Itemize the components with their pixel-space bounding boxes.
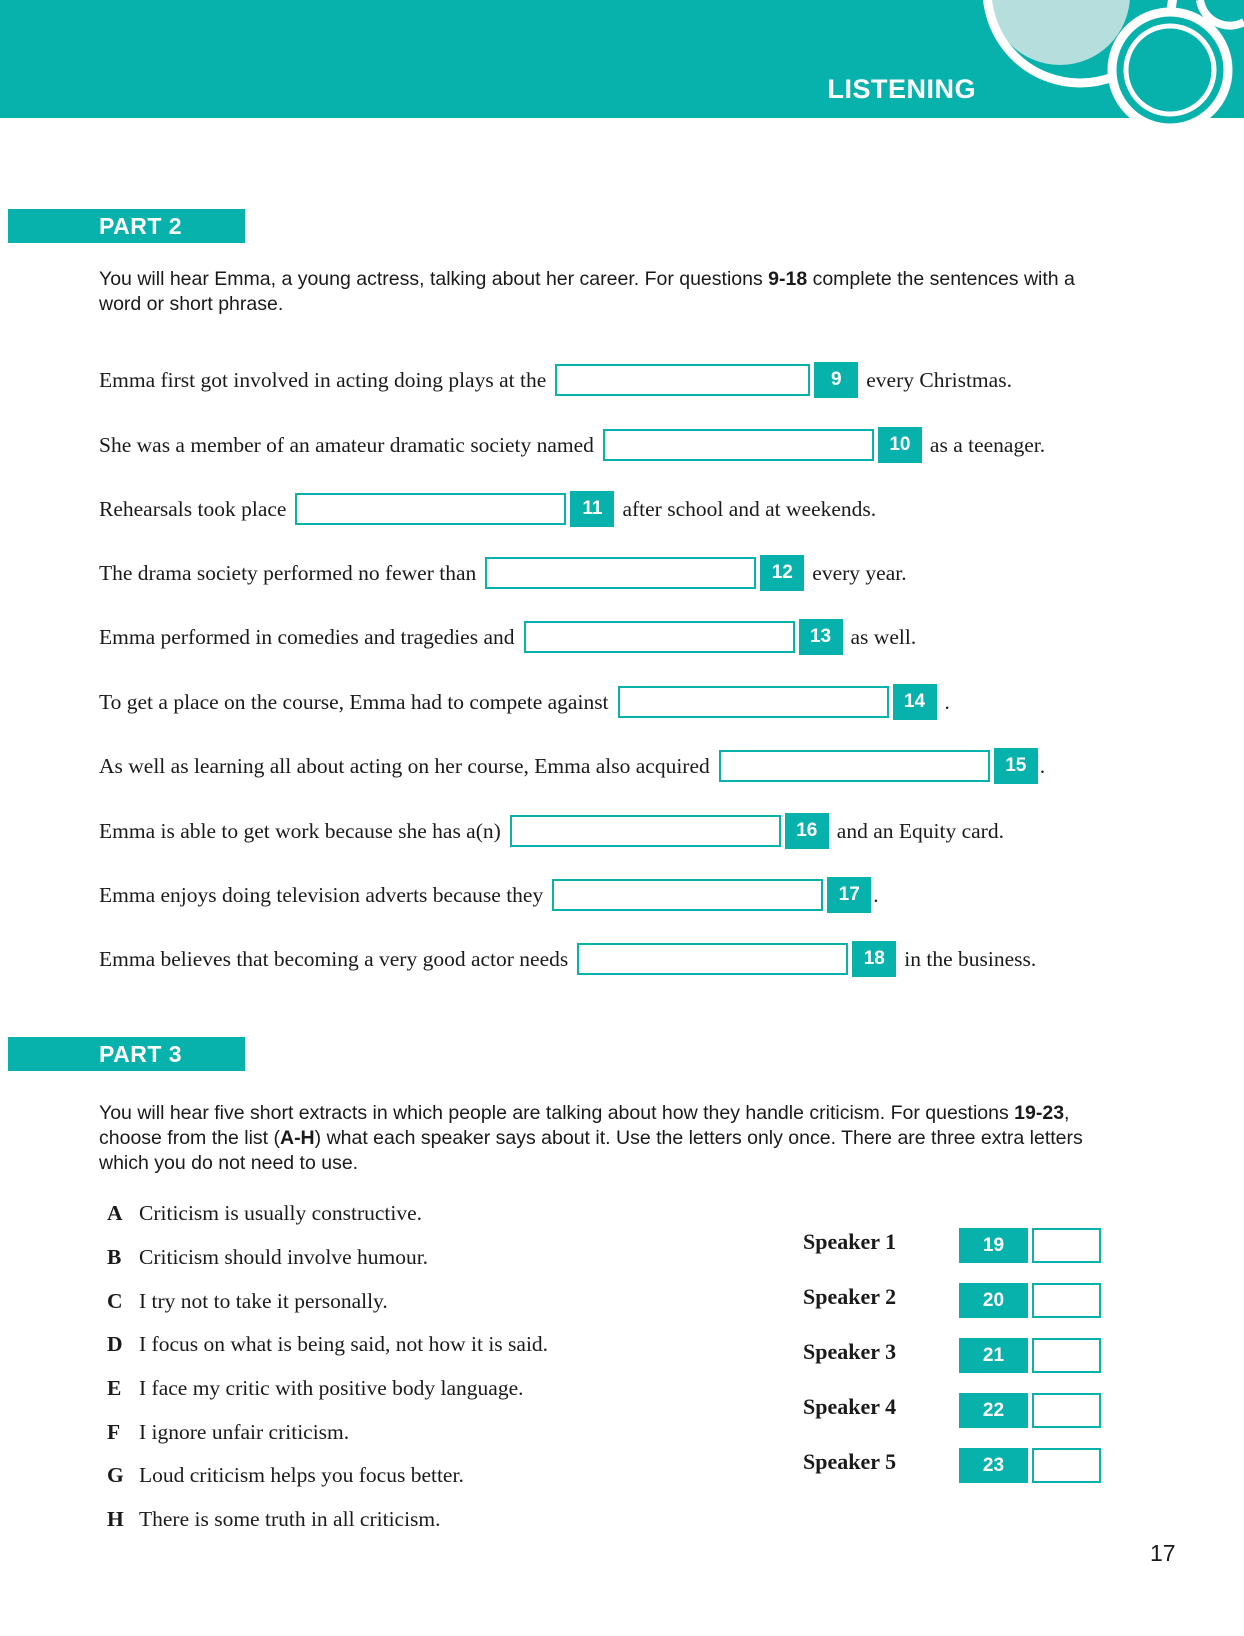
question-text-after: every Christmas. [866,367,1012,392]
question-row-12 [99,555,907,591]
question-text-after: as well. [850,624,917,649]
speaker-1-number: 19 [959,1228,1028,1263]
question-number-16: 16 [785,813,829,849]
answer-box-17[interactable] [552,879,823,911]
question-number-17: 17 [827,877,871,913]
question-number-18: 18 [852,941,896,977]
option-a [107,1201,422,1226]
question-text-after: . [944,689,950,714]
option-b [107,1245,428,1270]
option-c [107,1289,388,1314]
option-letter: G [107,1463,124,1487]
option-d [107,1332,548,1357]
option-text: I try not to take it personally. [139,1289,388,1313]
part-3-instructions [99,1101,1099,1176]
question-number-13: 13 [799,619,843,655]
question-text-after: in the business. [904,946,1037,971]
option-text: I face my critic with positive body language. [139,1376,524,1400]
option-letter: A [107,1201,123,1225]
question-row-11 [99,491,876,527]
option-letter: H [107,1507,124,1531]
option-text: Loud criticism helps you focus better. [139,1463,464,1487]
instr-text: complete the sentences with a word or short phrase. [99,268,1075,315]
instr-text: You will hear five short extracts in which people are talking about how they handle criticism. For questions [99,1102,1015,1124]
question-row-9 [99,362,1012,398]
option-e [107,1376,524,1401]
question-text-after: as a teenager. [929,432,1046,457]
question-text-after: every year. [812,560,907,585]
question-number-14: 14 [893,684,937,720]
page-number: 17 [1150,1540,1176,1566]
option-letter: D [107,1332,123,1356]
speaker-2-label: Speaker 2 [803,1284,897,1309]
part-2-label: PART 2 [8,209,245,243]
question-text-after: after school and at weekends. [622,496,877,521]
question-row-15 [99,748,1045,784]
option-letter: F [107,1420,121,1444]
question-row-16 [99,813,1004,849]
answer-box-12[interactable] [485,557,756,589]
question-text-before: Rehearsals took place [99,496,287,521]
speaker-3-number: 21 [959,1338,1028,1373]
question-text-before: Emma is able to get work because she has a(n) [99,818,501,843]
answer-box-18[interactable] [577,943,848,975]
instr-text: ) what each speaker says about it. Use the letters only once. There are three extra letters which you do not need to use. [99,1127,1083,1174]
option-h [107,1507,441,1532]
speaker-4-answer-box[interactable] [1032,1393,1101,1428]
answer-box-14[interactable] [618,686,889,718]
speaker-3-answer-box[interactable] [1032,1338,1101,1373]
speaker-5-label: Speaker 5 [803,1449,897,1474]
option-f [107,1420,349,1445]
decorative-circles-icon [0,0,1244,140]
question-number-10: 10 [878,427,922,463]
speaker-2-number: 20 [959,1283,1028,1318]
answer-box-15[interactable] [719,750,990,782]
question-row-18 [99,941,1036,977]
question-row-17 [99,877,879,913]
part-3-label: PART 3 [8,1037,245,1071]
question-text-after: . [873,882,879,907]
answer-box-16[interactable] [510,815,781,847]
question-text-after: . [1039,753,1046,778]
question-text-after: and an Equity card. [836,818,1004,843]
speaker-4-number: 22 [959,1393,1028,1428]
question-row-10 [99,427,1045,463]
question-number-15: 15 [994,748,1038,784]
question-row-14 [99,684,950,720]
speaker-2-answer-box[interactable] [1032,1283,1101,1318]
speaker-5-number: 23 [959,1448,1028,1483]
option-letter: C [107,1289,123,1313]
speaker-1-label: Speaker 1 [803,1229,897,1254]
part-2-instructions [99,267,1099,317]
answer-box-13[interactable] [524,621,795,653]
speaker-1-answer-box[interactable] [1032,1228,1101,1263]
speaker-3-label: Speaker 3 [803,1339,897,1364]
instr-letter-range: A-H [279,1127,315,1149]
question-text-before: Emma first got involved in acting doing plays at the [99,367,547,392]
question-text-before: Emma performed in comedies and tragedies and [99,624,515,649]
instr-text: , choose from the list ( [99,1102,1070,1149]
question-number-12: 12 [760,555,804,591]
answer-box-10[interactable] [603,429,874,461]
option-letter: E [107,1376,122,1400]
question-number-11: 11 [570,491,614,527]
answer-box-9[interactable] [555,364,810,396]
answer-box-11[interactable] [295,493,566,525]
question-text-before: To get a place on the course, Emma had to compete against [99,689,609,714]
question-row-13 [99,619,916,655]
speaker-5-answer-box[interactable] [1032,1448,1101,1483]
option-letter: B [107,1245,122,1269]
instr-question-range: 19-23 [1014,1102,1065,1124]
option-g [107,1463,464,1488]
option-text: I focus on what is being said, not how it is said. [139,1332,549,1356]
question-text-before: She was a member of an amateur dramatic society named [99,432,594,457]
question-text-before: Emma believes that becoming a very good actor needs [99,946,569,971]
question-text-before: The drama society performed no fewer than [99,560,477,585]
instr-question-range: 9-18 [768,268,808,290]
option-text: Criticism is usually constructive. [139,1201,423,1225]
option-text: There is some truth in all criticism. [139,1507,441,1531]
option-text: I ignore unfair criticism. [139,1420,350,1444]
question-text-before: As well as learning all about acting on her course, Emma also acquired [99,753,710,778]
page-header-title: LISTENING [827,74,976,104]
question-number-9: 9 [814,362,858,398]
option-text: Criticism should involve humour. [139,1245,429,1269]
question-text-before: Emma enjoys doing television adverts because they [99,882,544,907]
instr-text: You will hear Emma, a young actress, talking about her career. For questions [99,268,769,290]
speaker-4-label: Speaker 4 [803,1394,897,1419]
